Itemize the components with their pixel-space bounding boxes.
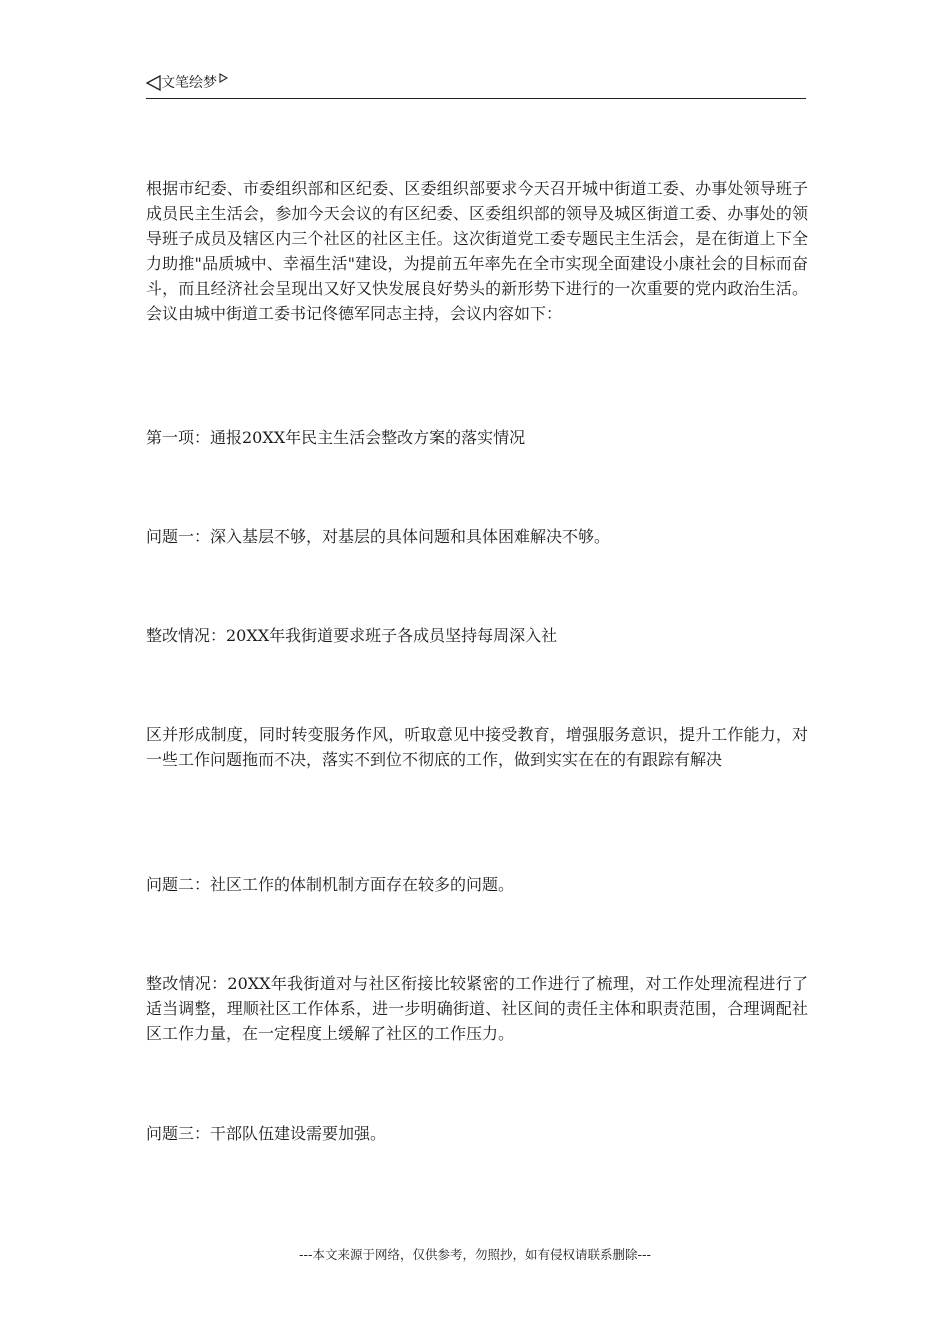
paragraph-problem-two: 问题二：社区工作的体制机制方面存在较多的问题。 bbox=[146, 875, 515, 894]
paragraph-problem-one: 问题一：深入基层不够，对基层的具体问题和具体困难解决不够。 bbox=[146, 527, 611, 546]
page-header bbox=[146, 72, 806, 99]
paragraph-problem-three: 问题三：干部队伍建设需要加强。 bbox=[146, 1124, 387, 1143]
paragraph-item-one: 第一项：通报20XX年民主生活会整改方案的落实情况 bbox=[146, 428, 526, 447]
paragraph-rectification-two: 整改情况：20XX年我街道对与社区衔接比较紧密的工作进行了梳理，对工作处理流程进行了适当调整，理顺社区工作体系，进一步明确街道、社区间的责任主体和职责范围，合理调配社区工作力量，在一定程度上缓解了社区的工作压力。 bbox=[146, 974, 808, 1043]
left-triangle-icon bbox=[146, 75, 161, 91]
paragraph-intro: 根据市纪委、市委组织部和区纪委、区委组织部要求今天召开城中街道工委、办事处领导班子成员民主生活会，参加今天会议的有区纪委、区委组织部的领导及城区街道工委、办事处的领导班子成员及辖区内三个社区的社区主任。这次街道党工委专题民主生活会，是在街道上下全力助推"品质城中、幸福生活"建设，为提前五年率先在全市实现全面建设小康社会的目标而奋斗，而且经济社会呈现出又好又快发展良好势头的新形势下进行的一次重要的党内政治生活。会议由城中街道工委书记佟德军同志主持，会议内容如下： bbox=[146, 179, 808, 323]
paragraph-rectification-one-a: 整改情况：20XX年我街道要求班子各成员坚持每周深入社 bbox=[146, 626, 558, 645]
page-footer: ---本文来源于网络，仅供参考，勿照抄，如有侵权请联系删除--- bbox=[298, 1247, 652, 1262]
header-title: 文笔绘梦 bbox=[161, 75, 217, 91]
paragraph-rectification-one-b: 区并形成制度，同时转变服务作风，听取意见中接受教育，增强服务意识，提升工作能力，对一些工作问题拖而不决，落实不到位不彻底的工作，做到实实在在的有跟踪有解决 bbox=[146, 725, 808, 769]
right-triangle-icon bbox=[219, 73, 228, 83]
